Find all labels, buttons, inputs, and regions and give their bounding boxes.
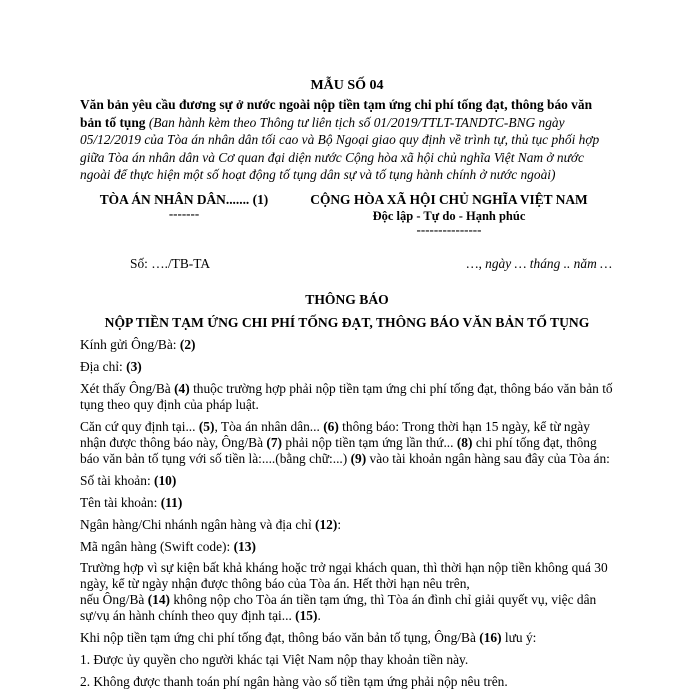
form-number: MẪU SỐ 04	[310, 78, 384, 93]
ref-11: (11)	[160, 494, 183, 510]
ref-5: (5)	[198, 418, 215, 434]
account-name-line	[80, 495, 614, 511]
number-date-row	[80, 256, 614, 272]
text-segment: thuộc trường hợp phải nộp tiền tạm ứng chi phí tống đạt, thông báo văn bản tố tụng theo quy định của pháp luật.	[80, 380, 613, 412]
court-block	[80, 192, 284, 236]
bank-line	[80, 517, 614, 533]
text-segment: Căn cứ quy định tại...	[80, 418, 199, 434]
account-name-label: Tên tài khoản:	[80, 494, 161, 510]
court-divider: -------	[168, 205, 200, 221]
text-segment: .	[317, 607, 321, 623]
text-segment: Xét thấy Ông/Bà	[80, 380, 175, 396]
text-segment: vào tài khoản ngân hàng sau đây của Tòa án:	[366, 450, 610, 466]
motto-divider: ---------------	[416, 221, 482, 237]
ref-12: (12)	[315, 516, 338, 532]
document-title: THÔNG BÁO	[305, 291, 389, 307]
consideration-paragraph	[80, 381, 614, 413]
addressee-label: Kính gửi Ông/Bà:	[80, 336, 180, 352]
account-number-line	[80, 473, 614, 489]
text-segment: Khi nộp tiền tạm ứng chi phí tống đạt, thông báo văn bản tố tụng, Ông/Bà	[80, 629, 480, 645]
note-item-1: 1. Được ủy quyền cho người khác tại Việt Nam nộp thay khoản tiền này.	[80, 651, 469, 667]
document-header	[80, 192, 614, 236]
text-segment: :	[337, 516, 342, 532]
text-segment: phải nộp tiền tạm ứng lần thứ...	[282, 434, 457, 450]
text-segment: thông báo: Trong thời hạn 15 ngày, kể từ ngày nhận được thông báo này, Ông/Bà	[80, 418, 590, 450]
intro-legal-basis: (Ban hành kèm theo Thông tư liên tịch số 01/2019/TTLT-TANDTC-BNG ngày 05/12/2019 của Tòa án nhân dân tối cao và Bộ Ngoại giao quy định về trình tự, thủ tục phối hợp giữa Tòa án nhân dân và Cơ quan đại diện nước Cộng hòa xã hội chủ nghĩa Việt Nam ở nước ngoài để thực hiện một số hoạt động tố tụng dân sự và tố tụng hành chính ở nước ngoài)	[80, 114, 600, 182]
ref-3: (3)	[126, 358, 142, 374]
ref-6: (6)	[323, 418, 339, 434]
nation-name: CỘNG HÒA XÃ HỘI CHỦ NGHĨA VIỆT NAM	[310, 191, 588, 207]
intro-paragraph	[80, 96, 614, 184]
notes-intro	[80, 630, 614, 646]
ref-10: (10)	[154, 472, 177, 488]
bank-label: Ngân hàng/Chi nhánh ngân hàng và địa chỉ	[80, 516, 316, 532]
address-label: Địa chỉ:	[80, 358, 127, 374]
note-item-2: 2. Không được thanh toán phí ngân hàng vào số tiền tạm ứng phải nộp nêu trên.	[80, 673, 508, 689]
ref-14: (14)	[147, 591, 170, 607]
swift-code-line	[80, 539, 614, 555]
swift-code-label: Mã ngân hàng (Swift code):	[80, 538, 234, 554]
document-subtitle: NỘP TIỀN TẠM ỨNG CHI PHÍ TỐNG ĐẠT, THÔNG BÁO VĂN BẢN TỐ TỤNG	[104, 314, 590, 330]
basis-paragraph	[80, 419, 614, 467]
text-segment: Trường hợp vì sự kiện bất khả kháng hoặc trở ngại khách quan, thì thời hạn nộp tiền không quá 30 ngày, kể từ ngày nhận được thông báo của Tòa án. Hết thời hạn nêu trên,	[80, 559, 608, 591]
ref-4: (4)	[174, 380, 190, 396]
court-name: TÒA ÁN NHÂN DÂN....... (1)	[99, 191, 269, 207]
ref-13: (13)	[233, 538, 256, 554]
text-segment: , Tòa án nhân dân...	[214, 418, 324, 434]
ref-7: (7)	[266, 434, 283, 450]
address-line	[80, 359, 614, 375]
account-number-label: Số tài khoản:	[80, 472, 155, 488]
ref-2: (2)	[179, 336, 196, 352]
text-segment: lưu ý:	[501, 629, 537, 645]
ref-15: (15)	[295, 607, 318, 623]
national-motto: Độc lập - Tự do - Hạnh phúc	[372, 208, 526, 223]
force-majeure-paragraph	[80, 560, 614, 624]
ref-9: (9)	[350, 450, 367, 466]
addressee-line	[80, 337, 614, 353]
ref-16: (16)	[479, 629, 502, 645]
nation-block	[284, 192, 614, 236]
ref-8: (8)	[456, 434, 473, 450]
document-number: Số: …./TB-TA	[130, 255, 211, 271]
text-segment: chi phí tống đạt, thông báo văn bản tố tụng với số tiền là:....(bằng chữ:...)	[80, 434, 597, 466]
document-date: …, ngày … tháng .. năm …	[466, 255, 612, 271]
text-segment: nếu Ông/Bà	[80, 591, 148, 607]
text-segment: không nộp cho Tòa án tiền tạm ứng, thì Tòa án đình chỉ giải quyết vụ, việc dân sự/vụ án hành chính theo quy định tại...	[80, 591, 597, 623]
intro-title: Văn bản yêu cầu đương sự ở nước ngoài nộp tiền tạm ứng chi phí tống đạt, thông báo văn bản tố tụng	[80, 97, 593, 130]
